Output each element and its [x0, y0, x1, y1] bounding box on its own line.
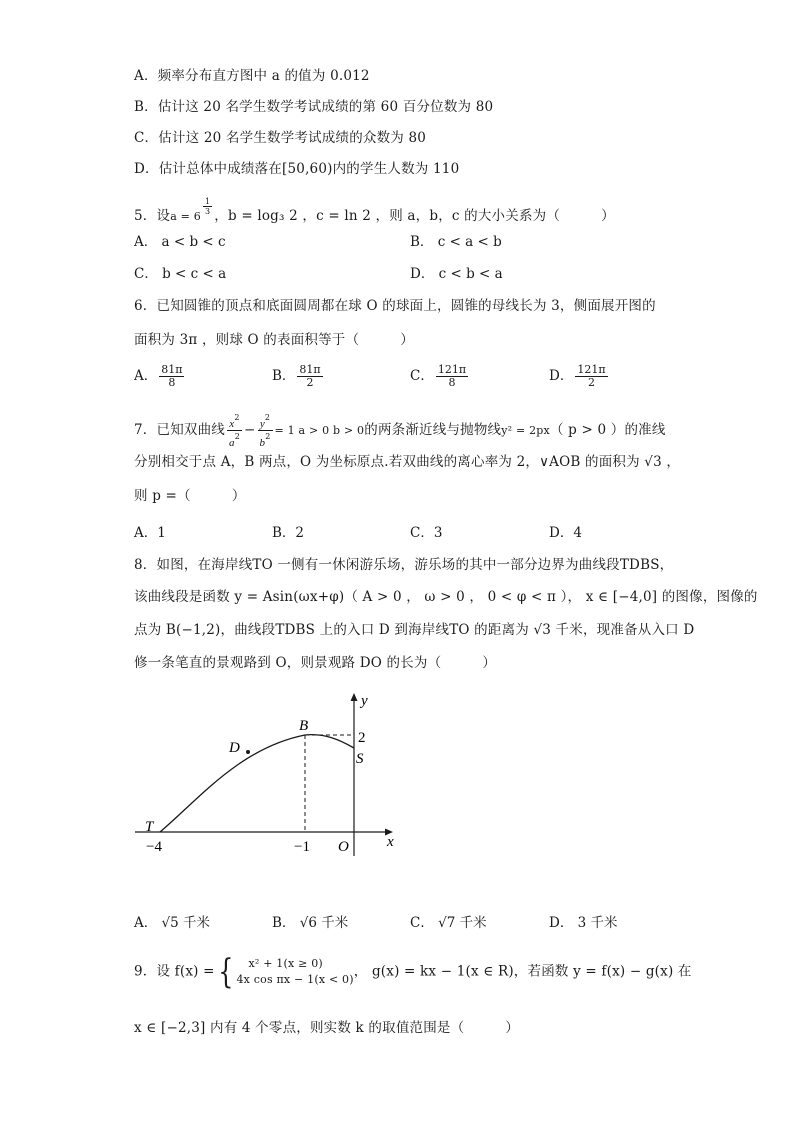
q5-a-def: a = 6	[170, 210, 201, 223]
q7-parabola: y² = 2px	[501, 424, 550, 437]
q9-line2: x ∈ [−2,3] 内有 4 个零点，则实数 k 的取值范围是（ ）	[134, 1020, 520, 1036]
q5-option-b: B． c < a < b	[410, 234, 502, 250]
q8-line4: 修一条笔直的景观路到 O，则景观路 DO 的长为（ ）	[134, 655, 497, 671]
q6-option-d-label: D．	[549, 368, 574, 384]
q4-option-c: C．估计这 20 名学生数学考试成绩的众数为 80	[134, 130, 427, 146]
q4-option-b: B．估计这 20 名学生数学考试成绩的第 60 百分位数为 80	[134, 99, 494, 115]
q8-option-a: A． √5 千米	[134, 915, 211, 931]
q6-option-d-den: 2	[587, 376, 595, 389]
q4-option-a: A．频率分布直方图中 a 的值为 0.012	[134, 68, 370, 84]
q5-rest: ，b = log₃ 2 ，c = ln 2 ，则 a，b，c 的大小关系为（ ）	[214, 208, 615, 224]
label-minus-1: −1	[294, 839, 310, 855]
q9-mid: ， g(x) = kx − 1(x ∈ R)，若函数 y = f(x) − g(x) 在	[353, 963, 692, 980]
q9-lead: 9．设 f(x) =	[134, 963, 215, 980]
q7-option-c: C．3	[410, 525, 443, 541]
q6-option-a-den: 8	[168, 376, 176, 389]
q6-option-a	[134, 364, 186, 389]
q8-line3: 点为 B(−1,2)，曲线段TDBS 上的入口 D 到海岸线TO 的距离为 √3 千米，现准备从入口 D	[134, 622, 695, 638]
q7-line2: 分别相交于点 A，B 两点，O 为坐标原点.若双曲线的离心率为 2，∨AOB 的面积为 √3 ，	[134, 454, 681, 470]
q6-line2: 面积为 3π ，则球 O 的表面积等于（ ）	[134, 332, 414, 348]
q6-option-b	[272, 364, 325, 389]
q6-option-b-label: B．	[272, 368, 296, 384]
curve-TDBS	[160, 735, 354, 832]
q8-figure	[125, 688, 415, 858]
q7-mid: 的两条渐近线与抛物线	[364, 422, 502, 438]
q6-option-d	[549, 364, 610, 389]
label-x: x	[387, 834, 394, 850]
q6-option-c-label: C．	[410, 368, 434, 384]
q5-stem	[134, 197, 615, 227]
q4-option-d: D．估计总体中成绩落在[50,60)内的学生人数为 110	[134, 161, 460, 177]
q7-line1: 7．已知双曲线 $\frac{x^2}{a^2}$ − $\frac{y^2}{b^2}$ = 1 a > 0 b > 0的两条渐近线与抛物线y² = 2px（ p > 0 ）的准线	[134, 413, 666, 449]
q8-line2: 该曲线段是函数 y = Asin(ωx+φ)（ A > 0 ， ω > 0 ， 0 < φ < π ）， x ∈ [−4,0] 的图像，图像的	[134, 589, 758, 605]
q5-option-c: C． b < c < a	[134, 266, 227, 282]
q5-option-d: D． c < b < a	[410, 266, 503, 282]
q8-line1: 8．如图，在海岸线TO 一侧有一休闲游乐场，游乐场的其中一部分边界为曲线段TDBS，	[134, 557, 674, 573]
label-O: O	[338, 839, 349, 855]
q6-option-a-num: 81π	[161, 363, 183, 376]
q9-case1: x² + 1(x ≥ 0)	[248, 957, 323, 970]
q8-option-c: C． √7 千米	[410, 915, 487, 931]
q7-line3: 则 p =（ ）	[134, 488, 246, 504]
label-D: D	[229, 740, 240, 756]
q7-lead: 7．已知双曲线	[134, 422, 225, 438]
q7-eq-tail: = 1 a > 0 b > 0	[274, 424, 365, 437]
q8-option-d: D． 3 千米	[549, 915, 618, 931]
q6-option-b-den: 2	[306, 376, 314, 389]
q6-option-c	[410, 364, 470, 389]
q7-option-d: D．4	[549, 525, 582, 541]
q9-line1	[134, 952, 692, 992]
label-minus-4: −4	[146, 839, 162, 855]
label-B: B	[299, 718, 309, 734]
q6-line1: 6．已知圆锥的顶点和底面圆周都在球 O 的球面上，圆锥的母线长为 3，侧面展开图的	[134, 298, 656, 314]
q6-option-c-num: 121π	[437, 363, 467, 376]
q7-option-b: B．2	[272, 525, 305, 541]
point-D	[246, 750, 250, 754]
q5-exp-den: 3	[204, 207, 211, 216]
q6-option-a-label: A．	[134, 368, 158, 384]
label-y: y	[361, 693, 368, 709]
q8-option-b: B． √6 千米	[272, 915, 349, 931]
q5-exp-num: 1	[204, 197, 211, 206]
q6-option-d-num: 121π	[577, 363, 606, 376]
q6-option-c-den: 8	[448, 376, 456, 389]
label-S: S	[356, 751, 364, 767]
q9-cases	[236, 956, 353, 988]
q6-option-b-num: 81π	[299, 363, 321, 376]
y-axis-arrow	[351, 693, 358, 701]
q7-option-a: A．1	[134, 525, 166, 541]
q5-option-a: A． a < b < c	[134, 234, 226, 250]
q5-exponent	[203, 197, 212, 216]
q9-brace: {	[217, 952, 234, 992]
q7-cond: （ p > 0 ）的准线	[549, 422, 666, 438]
q5-prefix: 5．设	[134, 208, 171, 224]
label-T: T	[145, 819, 154, 835]
label-two: 2	[358, 730, 366, 746]
q9-case2: 4x cos πx − 1(x < 0)	[236, 973, 354, 986]
